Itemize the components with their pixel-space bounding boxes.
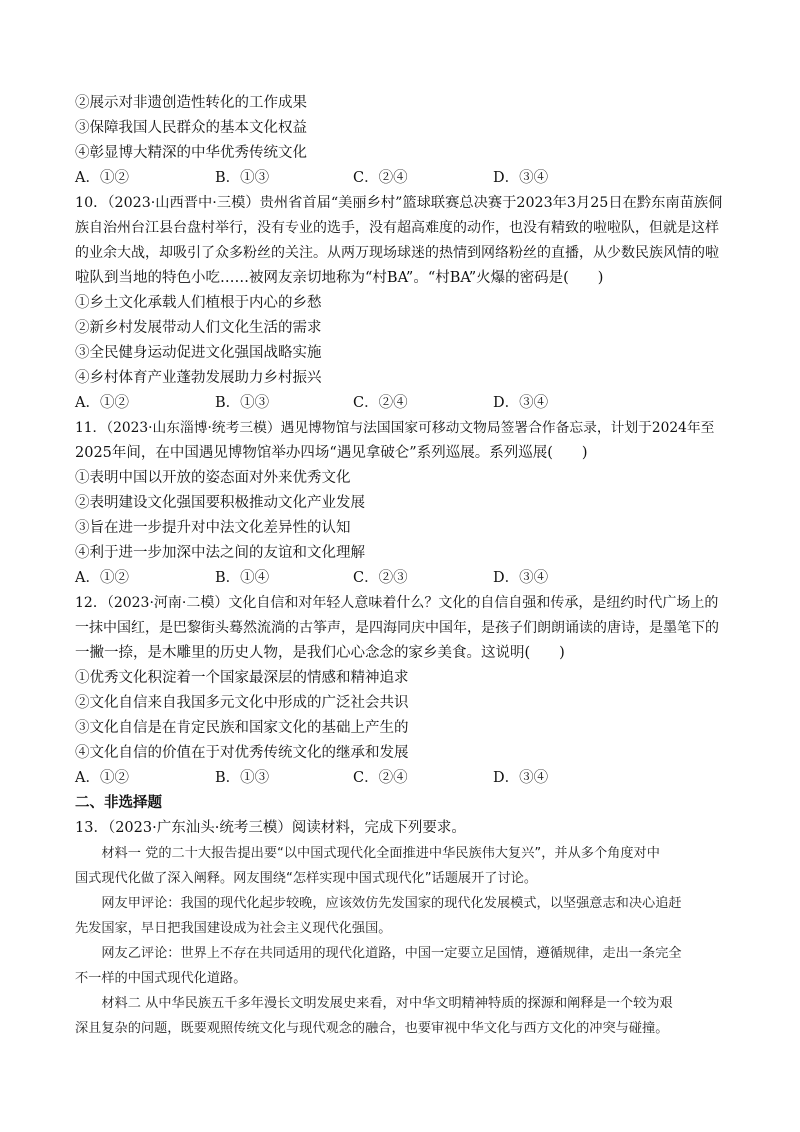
material-line: 网友乙评论：世界上不存在共同适用的现代化道路，中国一定要立足国情，遵循规律，走出一条完全: [75, 946, 682, 961]
option-item: ③文化自信是在肯定民族和国家文化的基础上产生的: [75, 720, 409, 736]
option-item: ①优秀文化积淀着一个国家最深层的情感和精神追求: [75, 670, 409, 686]
choice-b: B．①③: [215, 170, 270, 186]
answer-choices: [75, 568, 725, 588]
option-item: ②文化自信来自我国多元文化中形成的广泛社会共识: [75, 695, 409, 711]
choice-d: D．③④: [493, 770, 549, 786]
choice-b: B．①④: [215, 570, 270, 586]
choice-b: B．①③: [215, 770, 270, 786]
option-item: ②表明建设文化强国要积极推动文化产业发展: [75, 495, 365, 511]
choice-b: B．①③: [215, 395, 270, 411]
choice-c: C．②④: [353, 170, 408, 186]
option-item: ③保障我国人民群众的基本文化权益: [75, 120, 307, 136]
choice-c: C．②③: [353, 570, 408, 586]
choice-a: A．①②: [75, 770, 129, 786]
material-line: 深且复杂的问题，既要观照传统文化与现代观念的融合，也要审视中华文化与西方文化的冲突与碰撞。: [75, 1021, 669, 1036]
option-item: ①表明中国以开放的姿态面对外来优秀文化: [75, 470, 351, 486]
section-heading: 二、非选择题: [75, 795, 162, 811]
choice-d: D．③④: [493, 395, 549, 411]
answer-choices: [75, 768, 725, 788]
option-item: ①乡土文化承载人们植根于内心的乡愁: [75, 295, 322, 311]
material-line: 材料一 党的二十大报告提出要“以中国式现代化全面推进中华民族伟大复兴”，并从多个角度对中: [75, 846, 660, 861]
question-12-line: 12．（2023·河南·二模）文化自信和对年轻人意味着什么？文化的自信自强和传承，是纽约时代广场上的: [75, 595, 719, 611]
choice-d: D．③④: [493, 170, 549, 186]
question-11-line: 11．（2023·山东淄博·统考三模）遇见博物馆与法国国家可移动文物局签署合作备忘录，计划于2024年至: [75, 420, 715, 436]
question-12-line: 一抹中国红，是巴黎街头蓦然流淌的古筝声，是四海同庆中国年，是孩子们朗朗诵读的唐诗，是墨笔下的: [75, 620, 719, 636]
material-line: 材料二 从中华民族五千多年漫长文明发展史来看，对中华文明精神特质的探源和阐释是一个较为艰: [75, 996, 673, 1011]
choice-d: D．③④: [493, 570, 549, 586]
material-line: 网友甲评论：我国的现代化起步较晚，应该效仿先发国家的现代化发展模式，以坚强意志和决心追赶: [75, 896, 682, 911]
question-13-intro: 13．（2023·广东汕头·统考三模）阅读材料，完成下列要求。: [75, 820, 466, 836]
option-item: ③旨在进一步提升对中法文化差异性的认知: [75, 520, 351, 536]
option-item: ②新乡村发展带动人们文化生活的需求: [75, 320, 322, 336]
material-line: 国式现代化做了深入阐释。网友围绕“怎样实现中国式现代化”话题展开了讨论。: [75, 871, 538, 886]
question-10-line: 啦队到当地的特色小吃……被网友亲切地称为“村BA”。“村BA”火爆的密码是( ): [75, 270, 604, 286]
option-item: ④乡村体育产业蓬勃发展助力乡村振兴: [75, 370, 322, 386]
choice-a: A．①②: [75, 570, 129, 586]
answer-choices: [75, 393, 725, 413]
option-item: ④文化自信的价值在于对优秀传统文化的继承和发展: [75, 745, 409, 761]
choice-c: C．②④: [353, 770, 408, 786]
option-item: ④彰显博大精深的中华优秀传统文化: [75, 145, 307, 161]
choice-c: C．②④: [353, 395, 408, 411]
question-10-line: 的业余大战，却吸引了众多粉丝的关注。从两万现场球迷的热情到网络粉丝的直播，从少数民族风情的啦: [75, 245, 719, 261]
answer-choices: [75, 168, 725, 188]
choice-a: A．①②: [75, 395, 129, 411]
question-12-line: 一撇一捺，是木雕里的历史人物，是我们心心念念的家乡美食。这说明( ): [75, 645, 565, 661]
question-10-line: 族自治州台江县台盘村举行，没有专业的选手，没有超高难度的动作，也没有精致的啦啦队，但就是这样: [75, 220, 719, 236]
option-item: ②展示对非遗创造性转化的工作成果: [75, 95, 307, 111]
material-line: 先发国家，早日把我国建设成为社会主义现代化强国。: [75, 921, 392, 936]
question-10-line: 10．（2023·山西晋中·三模）贵州省首届“美丽乡村”篮球联赛总决赛于2023年3月25日在黔东南苗族侗: [75, 195, 723, 211]
choice-a: A．①②: [75, 170, 129, 186]
option-item: ④利于进一步加深中法之间的友谊和文化理解: [75, 545, 365, 561]
question-11-line: 2025年间，在中国遇见博物馆举办四场“遇见拿破仑”系列巡展。系列巡展( ): [75, 445, 588, 461]
option-item: ③全民健身运动促进文化强国战略实施: [75, 345, 322, 361]
material-line: 不一样的中国式现代化道路。: [75, 971, 247, 986]
